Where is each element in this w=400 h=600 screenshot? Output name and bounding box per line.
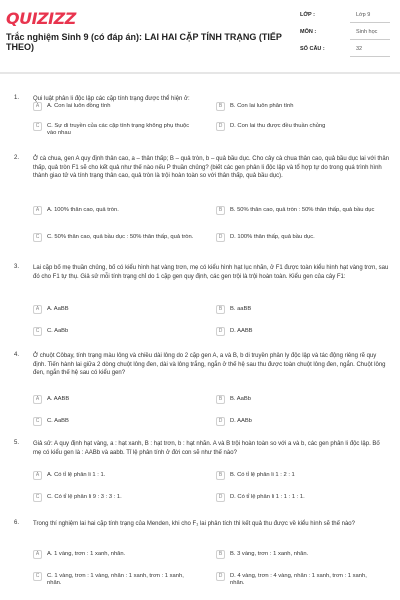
option-letter-badge: B — [216, 395, 225, 404]
option-letter-badge: A — [33, 102, 42, 111]
quizizz-logo[interactable]: QUIZIZZ — [6, 9, 76, 28]
option-text: D. Con lai thu được đều thuần chủng — [230, 123, 326, 129]
option-letter-badge: A — [33, 206, 42, 215]
question-number: 5. — [14, 440, 20, 446]
option-text: A. Con lai luôn đồng tính — [47, 103, 111, 109]
option-text: B. 50% thân cao, quả tròn : 50% thân thấp, quả bầu dục — [230, 207, 375, 213]
option-c[interactable] — [33, 571, 208, 584]
meta-label: MÔN : — [300, 29, 317, 35]
option-letter-badge: A — [33, 550, 42, 559]
option-text: A. AaBB — [47, 306, 69, 312]
question-number: 2. — [14, 155, 20, 161]
meta-value: Lớp 9 — [356, 12, 371, 18]
option-letter-badge: D — [216, 233, 225, 242]
option-text: C. 1 vàng, trơn : 1 vàng, nhăn : 1 xanh, trơn : 1 xanh, nhăn. — [47, 573, 184, 586]
question-text: Ở chuột Côbay, tính trạng màu lông và chiều dài lông do 2 cặp gen A, a và B, b di truyền phân ly độc lập và tác động riêng rẽ quy định. Tiến hành lai giữa 2 dòng chuột lông đen, dài và lông trắng, ngắn ở thế hệ sau thu được toàn chuột lông đen, ngắn. Chuột lông đen, ngắn thế hệ sau có kiểu gen? — [33, 353, 386, 376]
option-text: D. Có tỉ lệ phân li 1 : 1 : 1 : 1. — [230, 494, 305, 500]
option-b[interactable] — [216, 549, 391, 562]
meta-label: SỐ CÂU : — [300, 46, 325, 52]
option-d[interactable] — [216, 121, 391, 134]
option-letter-badge: A — [33, 471, 42, 480]
question-number: 4. — [14, 352, 20, 358]
question-number: 6. — [14, 520, 20, 526]
option-a[interactable] — [33, 101, 208, 114]
option-a[interactable] — [33, 549, 208, 562]
option-a[interactable] — [33, 394, 208, 407]
option-a[interactable] — [33, 470, 208, 483]
meta-value: 32 — [356, 46, 363, 52]
option-letter-badge: D — [216, 122, 225, 131]
option-b[interactable] — [216, 101, 391, 114]
option-a[interactable] — [33, 205, 208, 218]
option-letter-badge: A — [33, 395, 42, 404]
question-text: Trong thí nghiệm lai hai cặp tính trạng của Menden, khi cho F₁ lai phân tích thì kết quả thu được về kiểu hình sẽ thế nào? — [33, 521, 355, 527]
option-d[interactable] — [216, 416, 391, 429]
option-letter-badge: D — [216, 493, 225, 502]
meta-underline — [350, 56, 390, 57]
option-d[interactable] — [216, 492, 391, 505]
page-header — [0, 0, 400, 70]
meta-value: Sinh học — [356, 29, 378, 35]
option-text: C. Sự di truyền của các cặp tính trạng không phụ thuộc vào nhau — [47, 123, 190, 136]
option-letter-badge: C — [33, 417, 42, 426]
option-text: C. AaBb — [47, 328, 69, 334]
option-d[interactable] — [216, 326, 391, 339]
option-letter-badge: C — [33, 122, 42, 131]
meta-info-box — [296, 8, 390, 60]
meta-label: LỚP : — [300, 12, 315, 18]
option-letter-badge: D — [216, 572, 225, 581]
option-text: B. aaBB — [230, 306, 252, 312]
option-letter-badge: B — [216, 550, 225, 559]
option-text: C. AaBB — [47, 418, 69, 424]
question-number: 1. — [14, 95, 20, 101]
option-text: B. Con lai luôn phân tính — [230, 103, 294, 109]
option-letter-badge: D — [216, 327, 225, 336]
option-letter-badge: C — [33, 493, 42, 502]
option-b[interactable] — [216, 205, 391, 218]
option-text: A. 100% thân cao, quả tròn. — [47, 207, 119, 213]
option-letter-badge: C — [33, 572, 42, 581]
option-letter-badge: B — [216, 471, 225, 480]
option-text: D. AABB — [230, 328, 253, 334]
option-letter-badge: A — [33, 305, 42, 314]
question-text: Ở cà chua, gen A quy định thân cao, a – thân thấp; B – quả tròn, b – quả bầu dục. Cho cây cà chua thân cao, quả bầu dục lai với thân thấp, quả tròn F1 sẽ cho kết quả như thế nào nếu P thuần chủng? (biết các gen phân li độc lập và tổ hợp tự do trong quá trình hình thành giao tử và tính trạng thân cao, quả tròn là trội hoàn toàn so với thân thấp, quả bầu dục). — [33, 156, 389, 179]
option-b[interactable] — [216, 304, 391, 317]
option-text: C. 50% thân cao, quả bầu dục : 50% thân thấp, quả tròn. — [47, 234, 194, 240]
option-text: D. 4 vàng, trơn : 4 vàng, nhăn : 1 xanh, trơn : 1 xanh, nhăn. — [230, 573, 367, 586]
option-d[interactable] — [216, 571, 391, 584]
option-text: A. 1 vàng, trơn : 1 xanh, nhăn. — [47, 551, 126, 557]
option-a[interactable] — [33, 304, 208, 317]
option-c[interactable] — [33, 416, 208, 429]
option-b[interactable] — [216, 394, 391, 407]
option-text: C. Có tỉ lệ phân li 9 : 3 : 3 : 1. — [47, 494, 122, 500]
question-text: Qui luật phân li độc lập các cặp tính trạng được thể hiện ở: — [33, 96, 190, 102]
meta-underline — [350, 39, 390, 40]
option-text: B. Có tỉ lệ phân li 1 : 2 : 1 — [230, 472, 295, 478]
option-text: D. 100% thân thấp, quả bầu dục. — [230, 234, 315, 240]
option-d[interactable] — [216, 232, 391, 245]
meta-row-subject — [296, 25, 390, 42]
meta-row-count — [296, 42, 390, 59]
option-letter-badge: B — [216, 305, 225, 314]
option-c[interactable] — [33, 121, 208, 134]
header-divider — [0, 72, 400, 74]
question-text: Lai cặp bố mẹ thuần chủng, bố có kiểu hình hạt vàng trơn, mẹ có kiểu hình hạt lục nhăn, ở F1 được toàn kiểu hình hạt vàng trơn, sau đó cho F1 tự thụ. Giả sử mỗi tính trạng chỉ do 1 cặp gen quy định, các gen trội là trội hoàn toàn. Kiểu gen của cây F1: — [33, 265, 389, 280]
option-c[interactable] — [33, 232, 208, 245]
option-text: A. AABB — [47, 396, 70, 402]
option-text: A. Có tỉ lệ phân li 1 : 1. — [47, 472, 106, 478]
document-title: Trắc nghiệm Sinh 9 (có đáp án): LAI HAI CẶP TÍNH TRẠNG (TIẾP THEO) — [6, 32, 282, 52]
option-c[interactable] — [33, 492, 208, 505]
option-letter-badge: D — [216, 417, 225, 426]
option-c[interactable] — [33, 326, 208, 339]
question-text: Giả sử: A quy định hạt vàng, a : hạt xanh, B : hạt trơn, b : hạt nhăn. A và B trội hoàn toàn so với a và b, các gen phân li độc lập. Bố mẹ có kiểu gen là : AABb và aabb. Tỉ lệ phân tính ở đời con sẽ như thế nào? — [33, 441, 380, 456]
meta-underline — [350, 22, 390, 23]
option-letter-badge: B — [216, 102, 225, 111]
option-letter-badge: C — [33, 233, 42, 242]
option-text: D. AABb — [230, 418, 252, 424]
option-b[interactable] — [216, 470, 391, 483]
meta-row-class — [296, 8, 390, 25]
option-letter-badge: C — [33, 327, 42, 336]
question-number: 3. — [14, 264, 20, 270]
option-text: B. AaBb — [230, 396, 251, 402]
option-letter-badge: B — [216, 206, 225, 215]
option-text: B. 3 vàng, trơn : 1 xanh, nhăn. — [230, 551, 309, 557]
